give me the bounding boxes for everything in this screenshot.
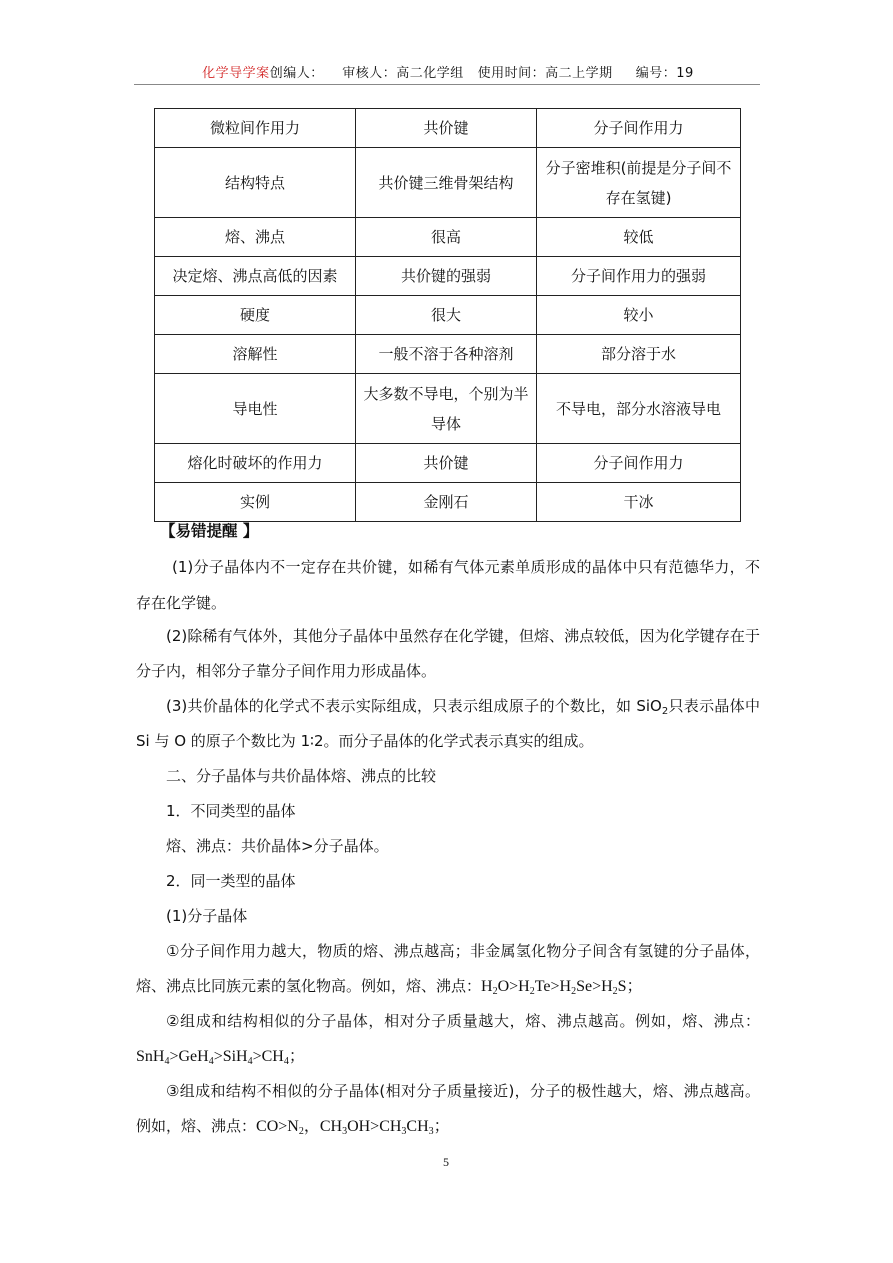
table-row [155,109,741,148]
table-cell: 共价键 [356,444,537,483]
table-cell: 结构特点 [155,148,356,218]
table-cell: 分子间作用力的强弱 [537,257,741,296]
table-cell: 分子间作用力 [537,444,741,483]
tip-paragraph-3: (3)共价晶体的化学式不表示实际组成，只表示组成原子的个数比，如 SiO$_2$只表示晶体中 Si 与 O 的原子个数比为 1∶2。而分子晶体的化学式表示真实的组成。 [136,697,760,750]
table-row [155,296,741,335]
subheading-1: 1．不同类型的晶体 [166,802,296,820]
list-item: ②组成和结构相似的分子晶体，相对分子质量越大，熔、沸点越高。例如，熔、沸点：$SnH_4>GeH_4>SiH_4>CH_4$； [136,1012,760,1067]
formula-polarity: $CO>N_2$，$CH_3OH>CH_3CH_3$； [256,1118,450,1137]
subheading-1-text: 熔、沸点：共价晶体>分子晶体。 [166,837,389,855]
formula-hydrides: $H_2O>H_2Te>H_2Se>H_2S$； [481,978,643,997]
table-row [155,335,741,374]
tip-title: 【易错提醒 】 [160,522,259,540]
table-row [155,444,741,483]
table-cell: 较小 [537,296,741,335]
tip-paragraph-2: (2)除稀有气体外，其他分子晶体中虽然存在化学键，但熔、沸点较低，因为化学键存在于分子内，相邻分子靠分子间作用力形成晶体。 [136,627,760,680]
table-cell: 金刚石 [356,483,537,522]
table-row [155,148,741,218]
header-brand: 化学导学案 [202,66,270,81]
table-cell: 部分溶于水 [537,335,741,374]
table-row [155,374,741,444]
page-header [136,62,760,81]
table-cell: 实例 [155,483,356,522]
tip-paragraph-1: (1)分子晶体内不一定存在共价键，如稀有气体元素单质形成的晶体中只有范德华力，不存在化学键。 [136,558,760,612]
list-item: ①分子间作用力越大，物质的熔、沸点越高；非金属氢化物分子间含有氢键的分子晶体，熔、沸点比同族元素的氢化物高。例如，熔、沸点：$H_2O>H_2Te>H_2Se>H_2S$； [136,942,760,997]
table-cell: 一般不溶于各种溶剂 [356,335,537,374]
table-cell: 硬度 [155,296,356,335]
table-cell: 很大 [356,296,537,335]
table-cell: 共价键三维骨架结构 [356,148,537,218]
section-title: 二、分子晶体与共价晶体熔、沸点的比较 [166,767,437,785]
comparison-table [154,108,741,522]
subheading-2: 2．同一类型的晶体 [166,872,296,890]
table-cell: 溶解性 [155,335,356,374]
table-cell: 干冰 [537,483,741,522]
table-row [155,218,741,257]
table-row [155,257,741,296]
list-item: ③组成和结构不相似的分子晶体(相对分子质量接近)，分子的极性越大，熔、沸点越高。例如，熔、沸点：$CO>N_2$，$CH_3OH>CH_3CH_3$； [136,1082,760,1137]
table-cell: 共价键 [356,109,537,148]
table-cell: 决定熔、沸点高低的因素 [155,257,356,296]
subheading-2-1: (1)分子晶体 [166,907,248,925]
table-cell: 分子密堆积(前提是分子间不存在氢键) [537,148,741,218]
table-cell: 大多数不导电，个别为半导体 [356,374,537,444]
table-cell: 熔化时破坏的作用力 [155,444,356,483]
table-cell: 共价键的强弱 [356,257,537,296]
formula-group14-hydrides: $SnH_4>GeH_4>SiH_4>CH_4$； [136,1048,305,1067]
table-cell: 不导电，部分水溶液导电 [537,374,741,444]
table-cell: 较低 [537,218,741,257]
table-cell: 分子间作用力 [537,109,741,148]
table-cell: 很高 [356,218,537,257]
header-divider [134,84,760,85]
table-cell: 导电性 [155,374,356,444]
page-number: 5 [443,1155,449,1169]
header-info: 创编人： 审核人：高二化学组 使用时间：高二上学期 编号：19 [269,66,694,81]
table-cell: 熔、沸点 [155,218,356,257]
table-cell: 微粒间作用力 [155,109,356,148]
